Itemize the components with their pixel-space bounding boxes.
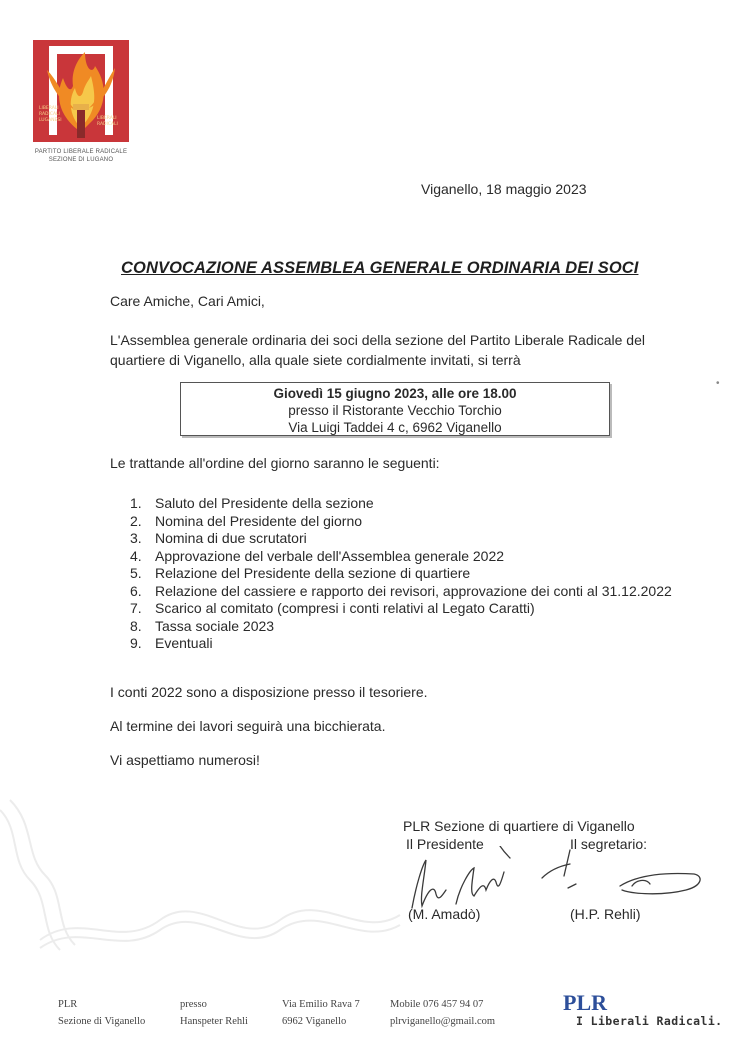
footer-phone: Mobile 076 457 94 07 (390, 999, 484, 1010)
list-item (130, 635, 690, 653)
greeting: Care Amiche, Cari Amici, (110, 293, 265, 309)
letter-date: Viganello, 18 maggio 2023 (421, 181, 587, 197)
footer-email: plrviganello@gmail.com (390, 1016, 496, 1027)
note-reception: Al termine dei lavori seguirà una bicchierata. (110, 718, 386, 734)
footer-contact-line2: Hanspeter Rehli (180, 1016, 248, 1027)
list-item (130, 583, 690, 601)
signature-name-president: (M. Amadò) (408, 906, 481, 922)
note-accounts: I conti 2022 sono a disposizione presso il tesoriere. (110, 684, 428, 700)
agenda-number: 3. (130, 530, 142, 546)
footer-col-contact-person (180, 996, 248, 1030)
logo-caption-line1: PARTITO LIBERALE RADICALE (34, 149, 128, 155)
plr-abbr: PLR (563, 990, 607, 1015)
footer-org-line2: Sezione di Viganello (58, 1016, 146, 1027)
agenda-text: Approvazione del verbale dell'Assemblea generale 2022 (155, 547, 505, 564)
agenda-text: Tassa sociale 2023 (155, 617, 275, 634)
agenda-number: 9. (130, 635, 142, 651)
watermark-decoration (0, 790, 420, 960)
intro-paragraph: L'Assemblea generale ordinaria dei soci della sezione del Partito Liberale Radicale del quartiere di Viganello, alla quale siete cordialmente invitati, si terrà (110, 332, 645, 368)
agenda-text: Relazione del cassiere e rapporto dei revisori, approvazione dei conti al 31.12.2022 (155, 582, 672, 599)
closing-line: Vi aspettiamo numerosi! (110, 752, 260, 768)
agenda-text: Saluto del Presidente della sezione (155, 495, 374, 511)
agenda-text: Relazione del Presidente della sezione di quartiere (155, 565, 471, 581)
agenda-list (130, 495, 690, 653)
party-logo (33, 40, 129, 142)
agenda-number: 4. (130, 547, 142, 564)
logo-caption (20, 148, 142, 164)
agenda-number: 6. (130, 582, 142, 599)
signature-role-president: Il Presidente (406, 836, 484, 852)
agenda-number: 8. (130, 617, 142, 634)
event-address: Via Luigi Taddei 4 c, 6962 Viganello (288, 420, 502, 435)
logo-text-right: LIBERALI RADICALI (97, 116, 118, 127)
agenda-text: Scarico al comitato (compresi i conti relativi al Legato Caratti) (155, 600, 535, 616)
logo-text-left: LIBERALI RADICALI LUGANESI (39, 106, 62, 123)
agenda-intro: Le trattande all'ordine del giorno saranno le seguenti: (110, 455, 440, 471)
footer-col-org (58, 996, 145, 1030)
agenda-text: Nomina di due scrutatori (155, 530, 307, 546)
signature-org: PLR Sezione di quartiere di Viganello (403, 818, 635, 834)
agenda-number: 5. (130, 565, 142, 581)
margin-mark: • (716, 378, 720, 389)
list-item (130, 513, 690, 531)
list-item (130, 565, 690, 583)
event-when: Giovedì 15 giugno 2023, alle ore 18.00 (273, 386, 517, 401)
list-item (130, 495, 690, 513)
agenda-number: 1. (130, 495, 142, 511)
footer-contact-line1: presso (180, 999, 207, 1010)
event-venue: presso il Ristorante Vecchio Torchio (288, 403, 502, 418)
agenda-number: 2. (130, 512, 142, 529)
footer-org-line1: PLR (58, 999, 78, 1010)
list-item (130, 618, 690, 636)
list-item (130, 600, 690, 618)
agenda-text: Eventuali (155, 635, 213, 651)
footer-col-phone-email (390, 996, 495, 1030)
footer-address-line2: 6962 Viganello (282, 1016, 347, 1027)
signature-role-secretary: Il segretario: (570, 836, 648, 852)
agenda-number: 7. (130, 600, 142, 616)
list-item (130, 548, 690, 566)
plr-brand-logo (563, 990, 723, 1028)
logo-caption-line2: SEZIONE DI LUGANO (48, 157, 114, 163)
letter-title: CONVOCAZIONE ASSEMBLEA GENERALE ORDINARIA DEI SOCI (121, 259, 639, 277)
list-item (130, 530, 690, 548)
event-box (180, 382, 610, 436)
plr-brand-name: I Liberali Radicali. (576, 1014, 723, 1028)
footer-address-line1: Via Emilio Rava 7 (282, 999, 360, 1010)
agenda-text: Nomina del Presidente del giorno (155, 512, 363, 529)
footer-col-address (282, 996, 360, 1030)
signature-name-secretary: (H.P. Rehli) (570, 906, 641, 922)
